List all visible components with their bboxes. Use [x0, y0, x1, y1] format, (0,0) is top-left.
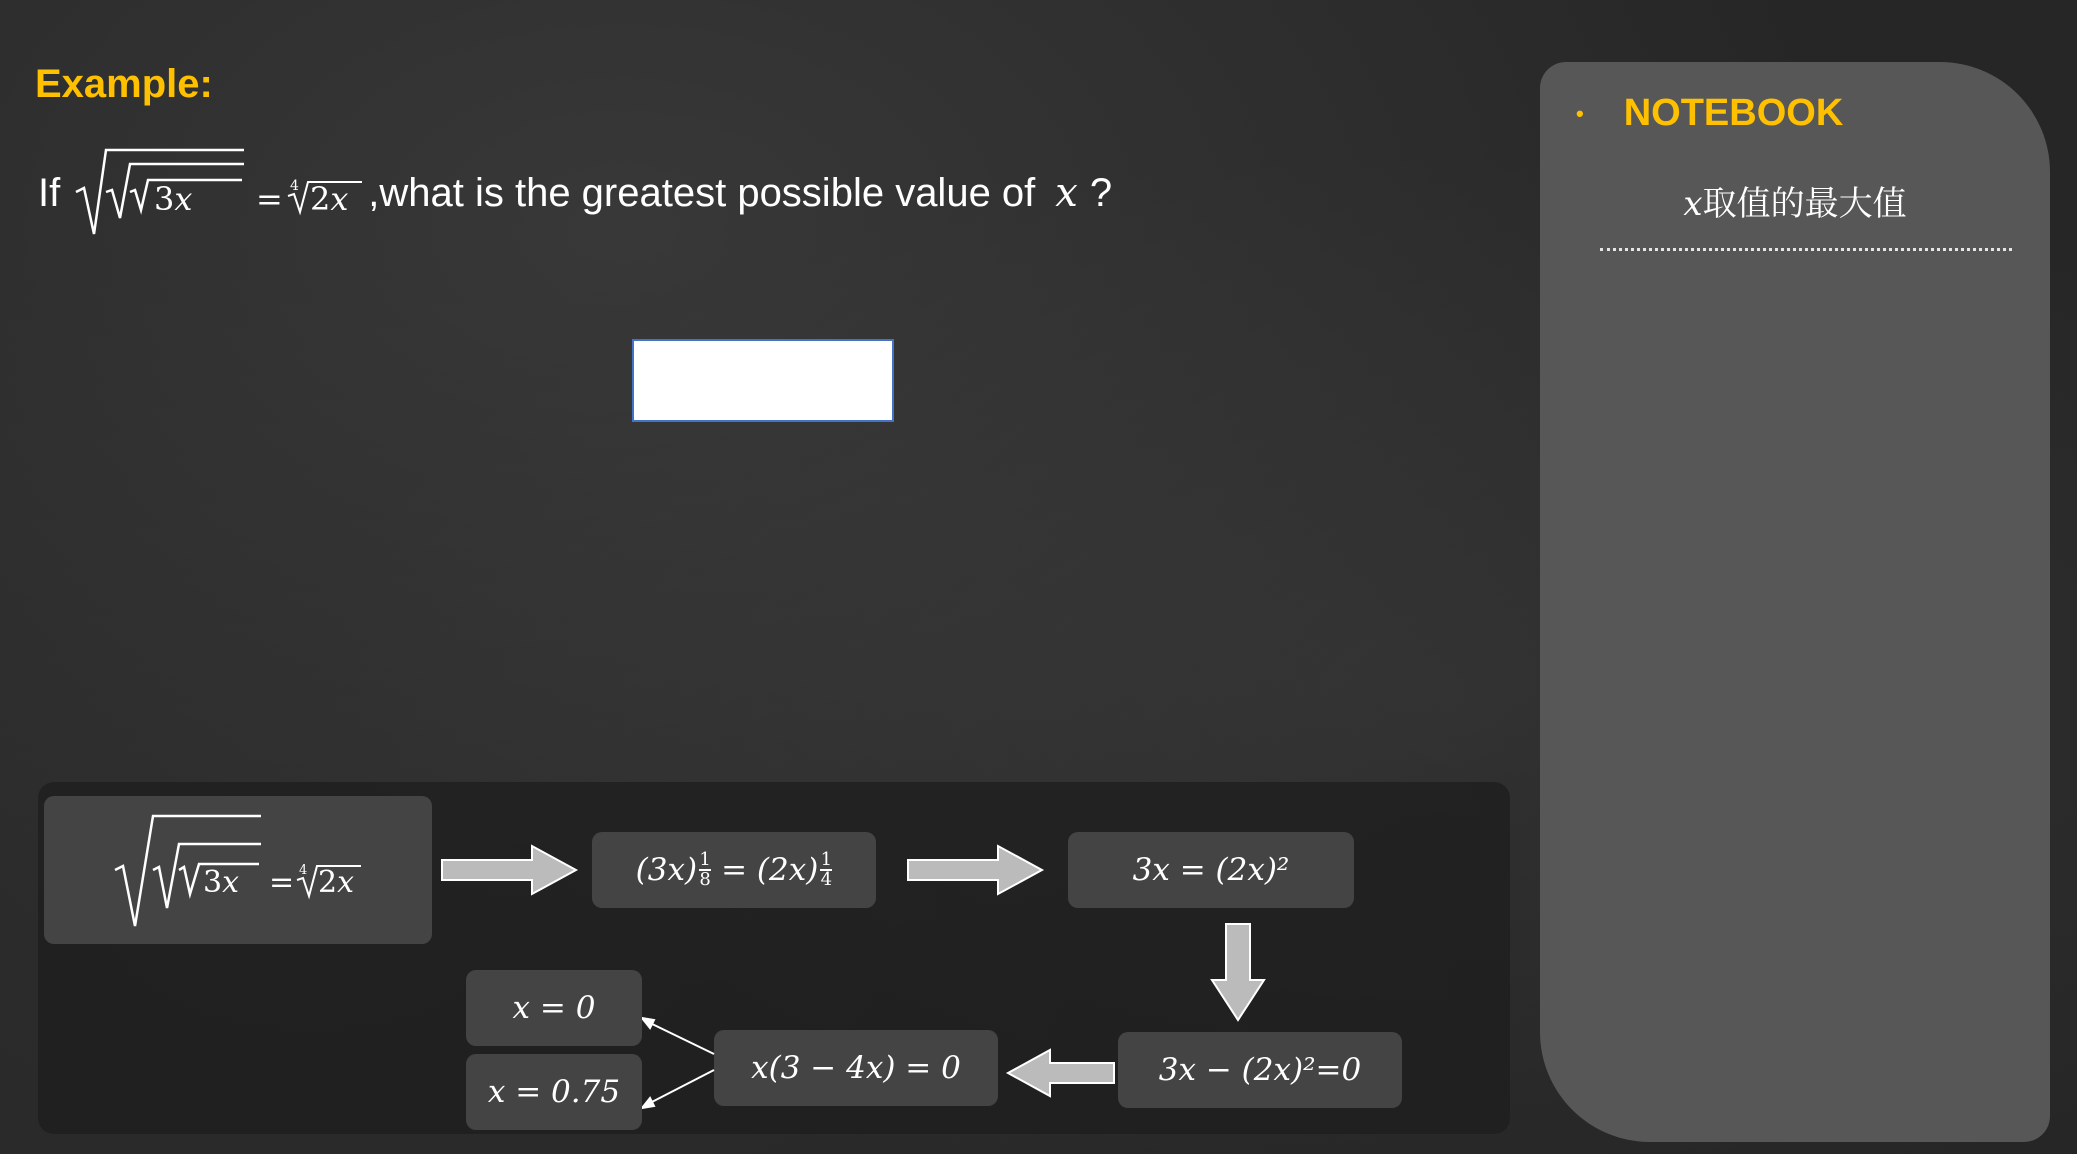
answer-input-box[interactable]	[632, 339, 894, 422]
left-arrow-icon	[1004, 1046, 1116, 1100]
solution-x-075: x = 0.75	[466, 1054, 642, 1130]
step-exponent-form	[592, 832, 876, 908]
notebook-title-text: NOTEBOOK	[1623, 92, 1844, 134]
radical-equation	[74, 148, 364, 238]
step-radical-equation	[44, 796, 432, 944]
exp-num: 1	[699, 849, 711, 870]
notebook-note-variable: x	[1683, 184, 1703, 224]
step2-left: (3x)	[635, 852, 698, 888]
svg-text:3x: 3x	[203, 865, 240, 900]
exponent-1-4	[820, 851, 832, 889]
right-arrow-icon	[906, 842, 1046, 898]
branch-arrows-icon	[640, 1014, 720, 1114]
svg-text:2x: 2x	[310, 180, 349, 218]
solution-x-0: x = 0	[466, 970, 642, 1046]
bullet-icon: •	[1576, 100, 1584, 126]
exponent-1-8	[699, 851, 711, 889]
step-factored: x(3 − 4x) = 0	[714, 1030, 998, 1106]
question-variable: x	[1055, 170, 1078, 216]
svg-text:4: 4	[290, 178, 300, 194]
example-heading: Example:	[35, 62, 213, 106]
radical-equation-small	[113, 810, 363, 930]
down-arrow-icon	[1208, 922, 1268, 1024]
notebook-note	[1540, 176, 2050, 225]
step-squared: 3x = (2x)²	[1068, 832, 1354, 908]
svg-text:=: =	[269, 865, 295, 900]
svg-text:2x: 2x	[318, 865, 355, 900]
question-text	[38, 148, 1112, 238]
svg-text:3x: 3x	[154, 180, 193, 218]
svg-text:=: =	[256, 180, 284, 218]
notebook-title	[1576, 92, 1843, 135]
exp-den: 8	[699, 869, 711, 890]
exp2-num: 1	[820, 849, 833, 870]
question-middle: ,what is the greatest possible value of	[368, 170, 1036, 215]
right-arrow-icon	[440, 842, 580, 898]
exp2-den: 4	[820, 869, 833, 890]
step-zero-form: 3x − (2x)²=0	[1118, 1032, 1402, 1108]
notebook-note-text: 取值的最大值	[1702, 184, 1907, 224]
question-prefix: If	[38, 170, 61, 215]
question-suffix: ?	[1089, 170, 1113, 215]
svg-text:4: 4	[299, 863, 308, 878]
notebook-divider	[1600, 248, 2012, 251]
step2-right: = (2x)	[721, 852, 819, 888]
